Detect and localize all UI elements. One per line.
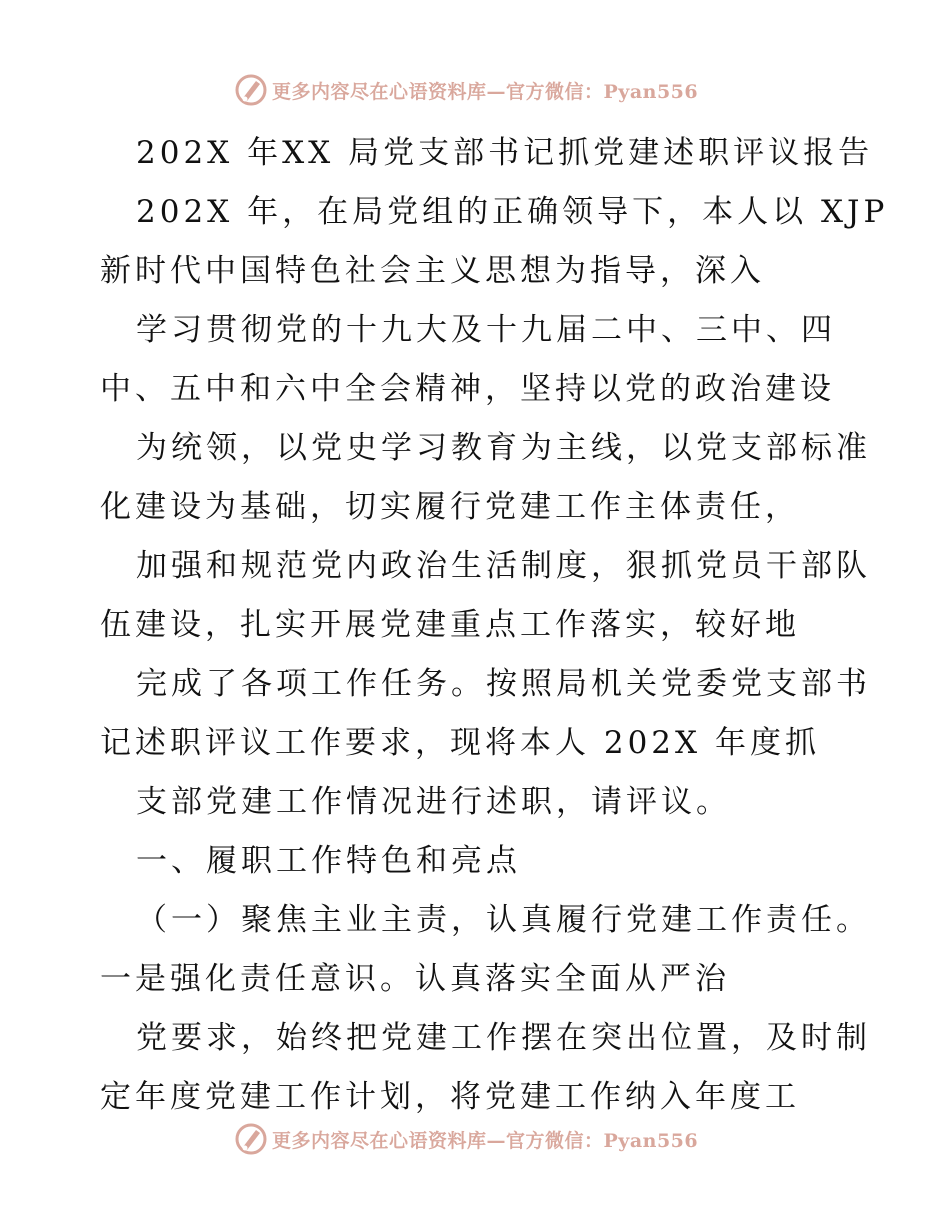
watermark-header [234,73,698,107]
pen-logo-icon [234,73,268,107]
paragraph-line: 为统领，以党史学习教育为主线，以党支部标准 [136,430,871,466]
paragraph-line: 伍建设，扎实开展党建重点工作落实，较好地 [100,607,800,643]
paragraph-line: 党要求，始终把党建工作摆在突出位置，及时制 [136,1020,871,1056]
paragraph-line: 加强和规范党内政治生活制度，狠抓党员干部队 [136,548,871,584]
document-title: 202X 年XX 局党支部书记抓党建述职评议报告 [136,135,874,171]
paragraph-line: 支部党建工作情况进行述职，请评议。 [136,784,731,820]
watermark-text: 更多内容尽在心语资料库—官方微信：Pyan556 [272,1129,699,1152]
document-body [100,124,889,1127]
watermark-footer [234,1122,698,1156]
paragraph-line: 一是强化责任意识。认真落实全面从严治 [100,961,730,997]
subsection-heading: （一）聚焦主业主责，认真履行党建工作责任。 [136,902,871,938]
paragraph-line: 完成了各项工作任务。按照局机关党委党支部书 [136,666,871,702]
paragraph-line: 定年度党建工作计划，将党建工作纳入年度工 [100,1079,800,1115]
section-heading: 一、履职工作特色和亮点 [136,843,521,879]
paragraph-line: 202X 年，在局党组的正确领导下，本人以 XJP [136,194,889,230]
paragraph-line: 化建设为基础，切实履行党建工作主体责任， [100,489,800,525]
watermark-text: 更多内容尽在心语资料库—官方微信：Pyan556 [272,80,699,103]
paragraph-line: 新时代中国特色社会主义思想为指导，深入 [100,253,765,289]
pen-logo-icon [234,1122,268,1156]
paragraph-line: 中、五中和六中全会精神，坚持以党的政治建设 [100,371,835,407]
paragraph-line: 记述职评议工作要求，现将本人 202X 年度抓 [100,725,820,761]
paragraph-line: 学习贯彻党的十九大及十九届二中、三中、四 [136,312,836,348]
